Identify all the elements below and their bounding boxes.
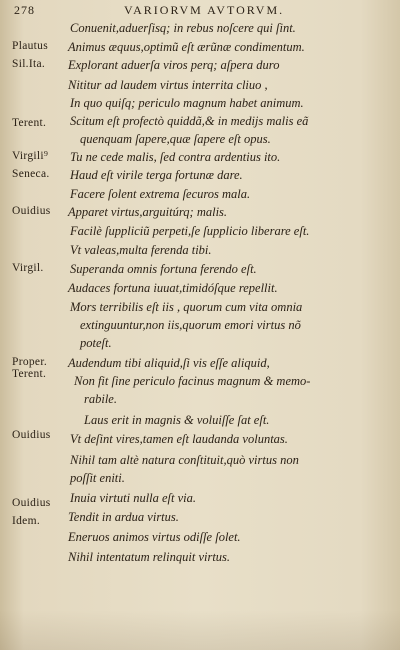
quote-line (0, 510, 400, 528)
quote-line (0, 114, 400, 132)
author-name: Proper. (12, 356, 47, 368)
page-number: 278 (14, 3, 35, 17)
quote-line (0, 318, 400, 336)
quote-line (0, 368, 400, 392)
quote-text: Inuia virtuti nulla eſt via. (70, 491, 197, 505)
quote-text: Tendit in ardua virtus. (68, 510, 179, 524)
author-name: Ouidius (12, 497, 51, 509)
quote-text: Apparet virtus,arguitúrq; malis. (68, 205, 228, 219)
author-name: Terent. (12, 117, 47, 129)
quote-line (0, 132, 400, 150)
quote-text: Audaces fortuna iuuat,timidóſque repellit. (68, 281, 278, 295)
quote-line (0, 58, 400, 76)
author-name: Seneca. (12, 168, 50, 180)
quote-text: Non fit ſine periculo facinus magnum & memo- (74, 374, 311, 388)
quote-line (0, 530, 400, 548)
author-name: Ouidius (12, 429, 51, 441)
quote-text: Nititur ad laudem virtus interrita cliuo , (68, 78, 268, 92)
quote-line (0, 205, 400, 223)
quote-line (0, 491, 400, 509)
quote-text: Audendum tibi aliquid,ſi vis eſſe aliquid, (68, 356, 270, 370)
page-header (14, 3, 380, 19)
quote-line (0, 187, 400, 205)
quote-text: Eneruos animos virtus odiſſe ſolet. (68, 530, 241, 544)
quote-text: Tu ne cede malis, ſed contra ardentius ito. (70, 150, 281, 164)
author-name: Plautus (12, 40, 48, 52)
quote-line (0, 471, 400, 489)
quote-line (0, 243, 400, 261)
quote-line (0, 40, 400, 58)
quote-text: Superanda omnis fortuna ferendo eſt. (70, 262, 257, 276)
author-name: Idem. (12, 515, 41, 527)
quote-text: Scitum eſt profectò quiddã,& in medijs malis eã (70, 114, 309, 128)
running-title: VARIORVM AVTORVM. (124, 3, 285, 17)
quote-line (0, 300, 400, 318)
quote-line (0, 453, 400, 471)
quote-line (0, 429, 400, 450)
quote-text: Animus æquus,optimũ eſt ærũnæ condimentum. (68, 40, 305, 54)
quote-line (0, 550, 400, 568)
quote-text: rabile. (84, 392, 117, 406)
author-name: Terent. (12, 368, 47, 380)
quote-line (0, 413, 400, 431)
quote-line (0, 21, 400, 39)
quote-text: Conuenit,aduerſisq; in rebus noſcere qui ſint. (70, 21, 296, 35)
author-name: Ouidius (12, 205, 51, 217)
quote-line (0, 336, 400, 354)
quote-line (0, 150, 400, 168)
author-name: Virgil. (12, 262, 44, 274)
quote-text: Facere ſolent extrema ſecuros mala. (70, 187, 251, 201)
quote-line (0, 281, 400, 299)
author-name: Sil.Ita. (12, 58, 46, 70)
quote-text: Facilè ſuppliciũ perpeti,ſe ſupplicio liberare eſt. (70, 224, 310, 238)
page-shadow (0, 610, 400, 650)
quote-line (0, 224, 400, 242)
quote-text: In quo quiſq; periculo magnum habet animum. (70, 96, 304, 110)
quote-text: Vt valeas,multa ferenda tibi. (70, 243, 212, 257)
quote-line (0, 168, 400, 186)
quote-line (0, 262, 400, 280)
quote-line (0, 356, 400, 374)
quote-text: extinguuntur,non iis,quorum emori virtus nõ (80, 318, 301, 332)
quote-text: Nihil tam altè natura conſtituit,quò virtus non (70, 453, 299, 467)
quote-text: Haud eſt virile terga fortunæ dare. (70, 168, 243, 182)
quote-text: Vt deſint vires,tamen eſt laudanda voluntas. (70, 432, 288, 446)
quote-text: poſſit eniti. (70, 471, 125, 485)
quote-text: quenquam ſapere,quæ ſapere eſt opus. (80, 132, 271, 146)
quote-text: Laus erit in magnis & voluiſſe ſat eſt. (84, 413, 270, 427)
quote-text: poteſt. (80, 336, 112, 350)
quote-text: Nihil intentatum relinquit virtus. (68, 550, 231, 564)
quote-text: Mors terribilis eſt iis , quorum cum vita omnia (70, 300, 303, 314)
quote-text: Explorant aduerſa viros perq; aſpera duro (68, 58, 280, 72)
quote-line (0, 96, 400, 114)
author-name: Virgili⁹ (12, 150, 49, 162)
quote-line (0, 78, 400, 96)
quote-line (0, 392, 400, 410)
